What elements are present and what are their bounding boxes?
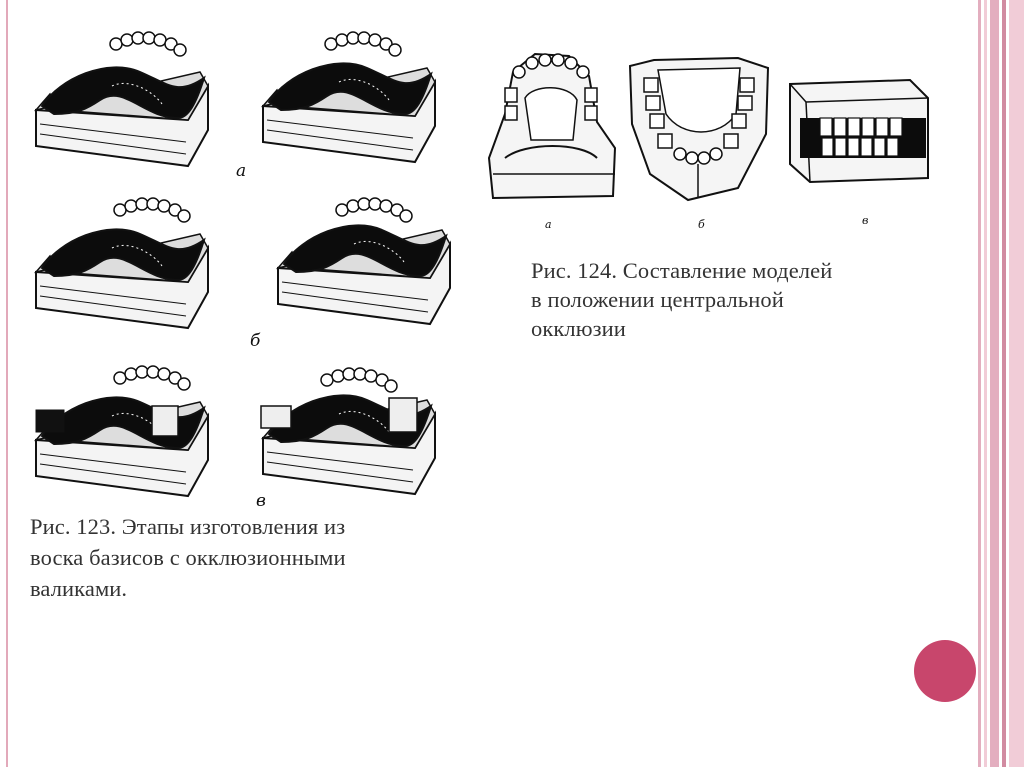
label-v: в [256, 491, 266, 510]
label-a: а [236, 161, 247, 181]
label-124-a: а [545, 218, 552, 231]
model-b [630, 58, 768, 231]
label-b: б [250, 331, 261, 351]
cast-v-right [261, 368, 435, 494]
cast-v-left [36, 366, 208, 496]
figure-123-caption-line-1: Рис. 123. Этапы изготовления из [30, 514, 346, 539]
figure-124-illustration [0, 0, 1024, 240]
figure-124-caption-line-2: в положении центральной [531, 287, 784, 312]
figure-123-caption-line-2: воска базисов с окклюзионными [30, 545, 346, 570]
accent-dot [914, 640, 976, 702]
label-124-v: в [862, 214, 869, 227]
model-v [790, 80, 928, 227]
label-124-b: б [698, 218, 705, 231]
figure-124-caption-line-3: окклюзии [531, 316, 626, 341]
figure-124-caption-line-1: Рис. 124. Составление моделей [531, 258, 833, 283]
model-a [489, 54, 615, 231]
figure-123-caption-line-3: валиками. [30, 576, 128, 601]
